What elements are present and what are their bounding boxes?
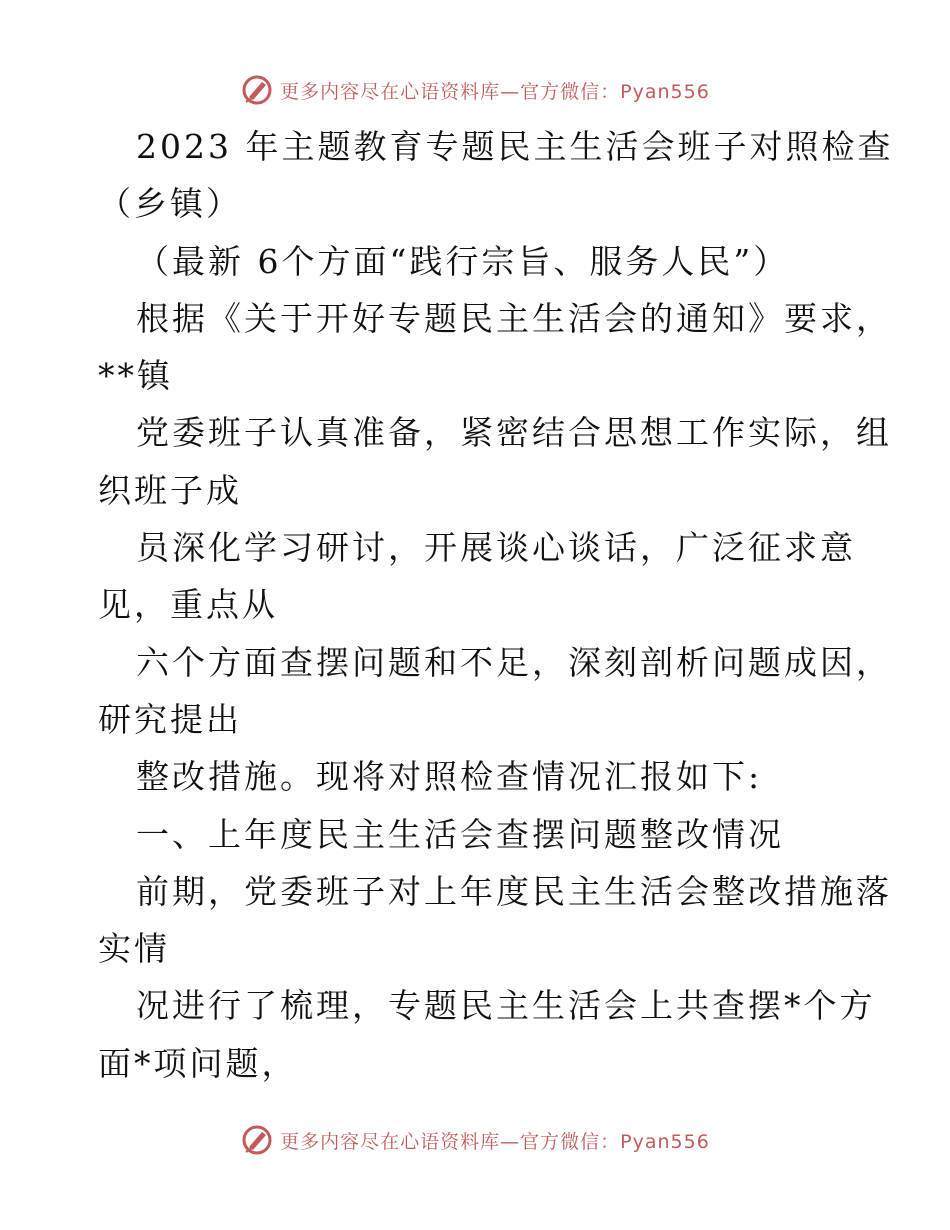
pen-seal-icon xyxy=(240,73,274,107)
doc-text-line: 面*项问题， xyxy=(98,1043,298,1083)
watermark-text: 更多内容尽在心语资料库—官方微信：Pyan556 xyxy=(280,1130,710,1153)
doc-text-line: 六个方面查摆问题和不足，深刻剖析问题成因， xyxy=(136,642,892,682)
document-body xyxy=(98,118,894,1092)
doc-text-line: 根据《关于开好专题民主生活会的通知》要求， xyxy=(136,298,892,338)
bottom-watermark-banner xyxy=(0,1120,950,1160)
pen-seal-icon xyxy=(240,1123,274,1157)
section-heading: 一、上年度民主生活会查摆问题整改情况 xyxy=(136,814,784,854)
doc-text-line: 整改措施。现将对照检查情况汇报如下: xyxy=(136,757,763,797)
top-watermark-banner xyxy=(0,70,950,110)
doc-title-line-1: 2023 年主题教育专题民主生活会班子对照检查 xyxy=(136,127,894,166)
doc-text-line: 见，重点从 xyxy=(98,585,278,625)
doc-title-line-2: （乡镇） xyxy=(98,184,242,224)
watermark-text: 更多内容尽在心语资料库—官方微信：Pyan556 xyxy=(280,80,710,103)
doc-text-line: 前期，党委班子对上年度民主生活会整改措施落 xyxy=(136,871,892,911)
doc-text-line: **镇 xyxy=(98,356,173,396)
doc-text-line: 研究提出 xyxy=(98,699,242,739)
doc-text-line: 况进行了梳理，专题民主生活会上共查摆*个方 xyxy=(136,986,876,1026)
doc-text-line: 织班子成 xyxy=(98,470,242,510)
doc-text-line: 实情 xyxy=(98,929,170,969)
doc-text-line: 党委班子认真准备，紧密结合思想工作实际，组 xyxy=(136,413,892,453)
doc-subtitle: （最新 6个方面“践行宗旨、服务人民”） xyxy=(136,241,790,281)
doc-text-line: 员深化学习研讨，开展谈心谈话，广泛征求意 xyxy=(136,528,856,568)
